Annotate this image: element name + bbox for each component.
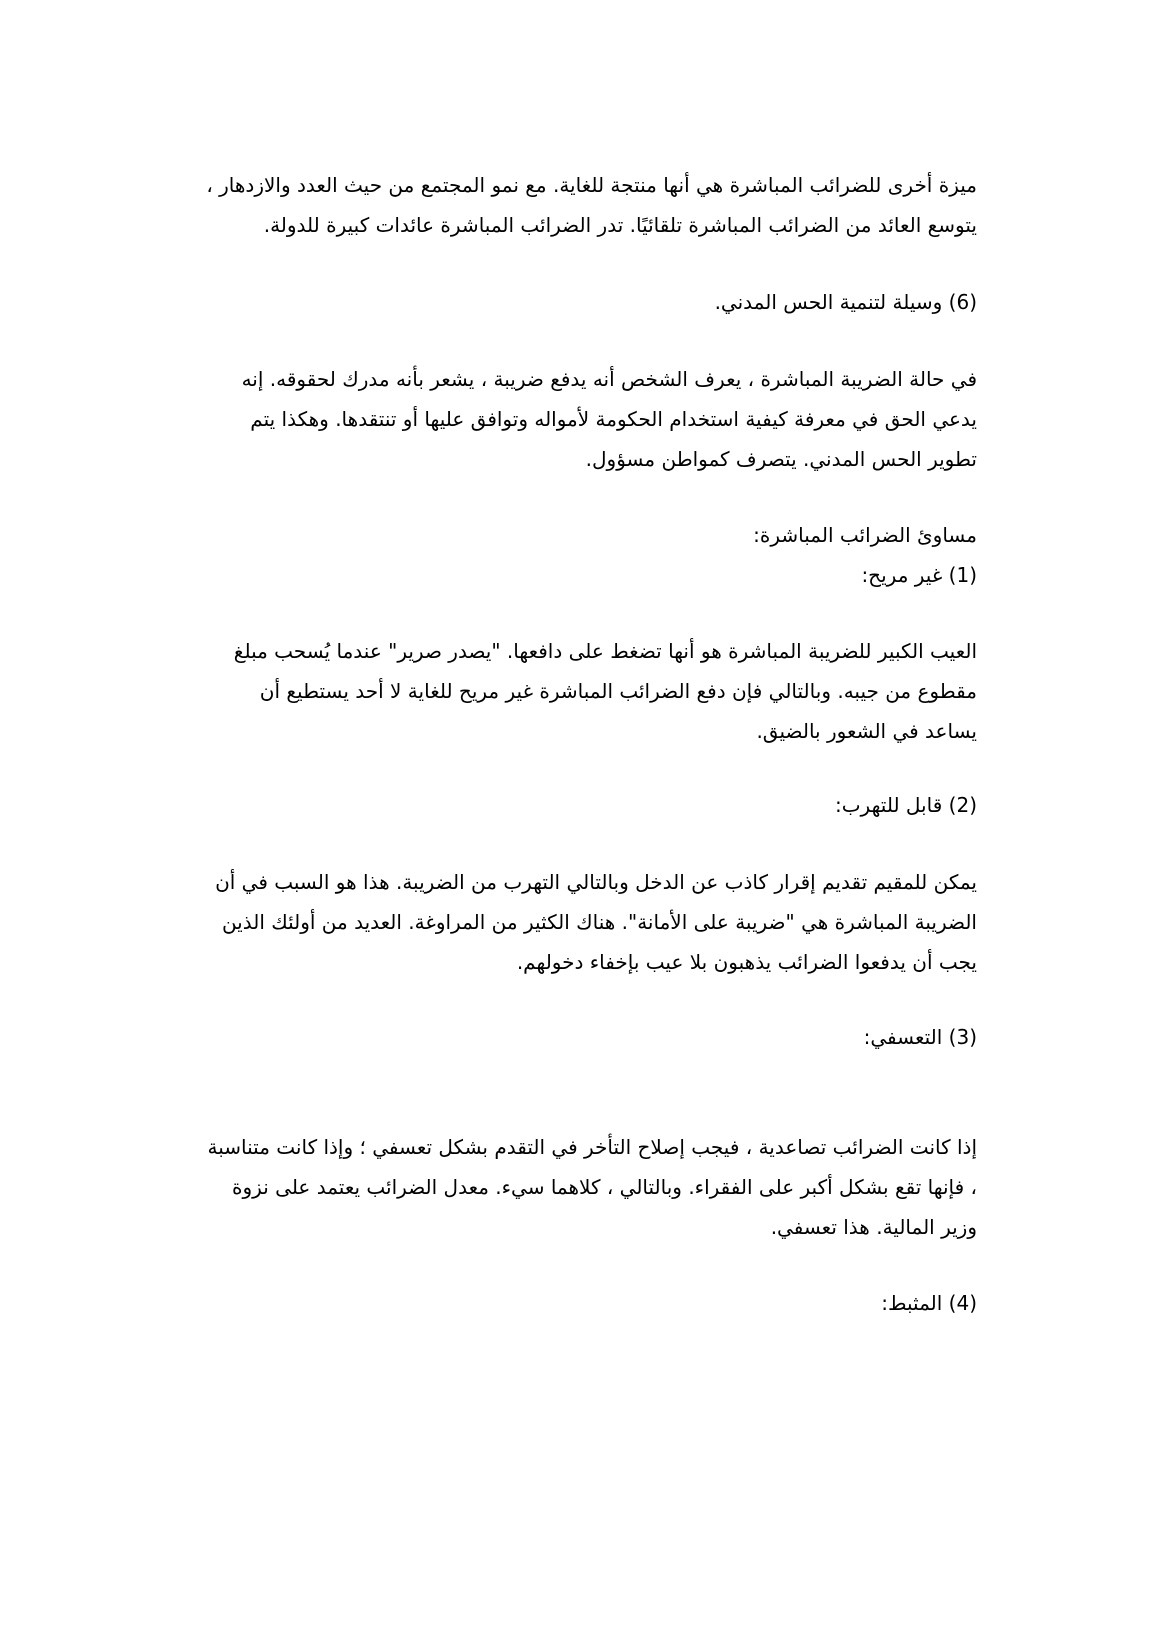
paragraph-arbitrary	[117, 1127, 977, 1247]
paragraph-evasion	[117, 862, 977, 982]
text-line: يجب أن يدفعوا الضرائب يذهبون بلا عيب بإخفاء دخولهم.	[516, 950, 977, 974]
text-line: مساوئ الضرائب المباشرة:	[753, 523, 977, 547]
paragraph-productive	[117, 165, 977, 245]
text-line: (2) قابل للتهرب:	[834, 793, 977, 817]
text-line: يمكن للمقيم تقديم إقرار كاذب عن الدخل وبالتالي التهرب من الضريبة. هذا هو السبب في أن	[215, 870, 977, 894]
text-line: إذا كانت الضرائب تصاعدية ، فيجب إصلاح التأخر في التقدم بشكل تعسفي ؛ وإذا كانت متناسبة	[207, 1135, 977, 1159]
text-line: في حالة الضريبة المباشرة ، يعرف الشخص أنه يدفع ضريبة ، يشعر بأنه مدرك لحقوقه. إنه	[241, 367, 977, 391]
heading-discouraging	[117, 1283, 977, 1323]
paragraph-civic-sense	[117, 359, 977, 479]
text-line: يتوسع العائد من الضرائب المباشرة تلقائيًا. تدر الضرائب المباشرة عائدات كبيرة للدولة.	[263, 213, 977, 237]
text-line: يدعي الحق في معرفة كيفية استخدام الحكومة لأمواله وتوافق عليها أو تنتقدها. وهكذا يتم	[250, 407, 977, 431]
text-line: (1) غير مريح:	[861, 563, 977, 587]
text-line: وزير المالية. هذا تعسفي.	[770, 1215, 977, 1239]
heading-civic-sense	[117, 282, 977, 322]
text-line: الضريبة المباشرة هي "ضريبة على الأمانة". هناك الكثير من المراوغة. العديد من أولئك الذين	[221, 910, 977, 934]
text-line: (6) وسيلة لتنمية الحس المدني.	[714, 290, 977, 314]
text-line: مقطوع من جيبه. وبالتالي فإن دفع الضرائب المباشرة غير مريح للغاية لا أحد يستطيع أن	[259, 679, 977, 703]
text-line: تطوير الحس المدني. يتصرف كمواطن مسؤول.	[585, 447, 977, 471]
heading-evasion	[117, 785, 977, 825]
heading-disadvantages	[117, 515, 977, 595]
text-line: (3) التعسفي:	[863, 1025, 977, 1049]
paragraph-inconvenient	[117, 631, 977, 751]
text-line: يساعد في الشعور بالضيق.	[756, 719, 977, 743]
text-line: ، فإنها تقع بشكل أكبر على الفقراء. وبالتالي ، كلاهما سيء. معدل الضرائب يعتمد على نزوة	[232, 1175, 977, 1199]
text-line: ميزة أخرى للضرائب المباشرة هي أنها منتجة للغاية. مع نمو المجتمع من حيث العدد والازدهار ،	[206, 173, 977, 197]
heading-arbitrary	[117, 1017, 977, 1057]
text-line: (4) المثبط:	[881, 1291, 977, 1315]
text-line: العيب الكبير للضريبة المباشرة هو أنها تضغط على دافعها. "يصدر صرير" عندما يُسحب مبلغ	[233, 639, 977, 663]
